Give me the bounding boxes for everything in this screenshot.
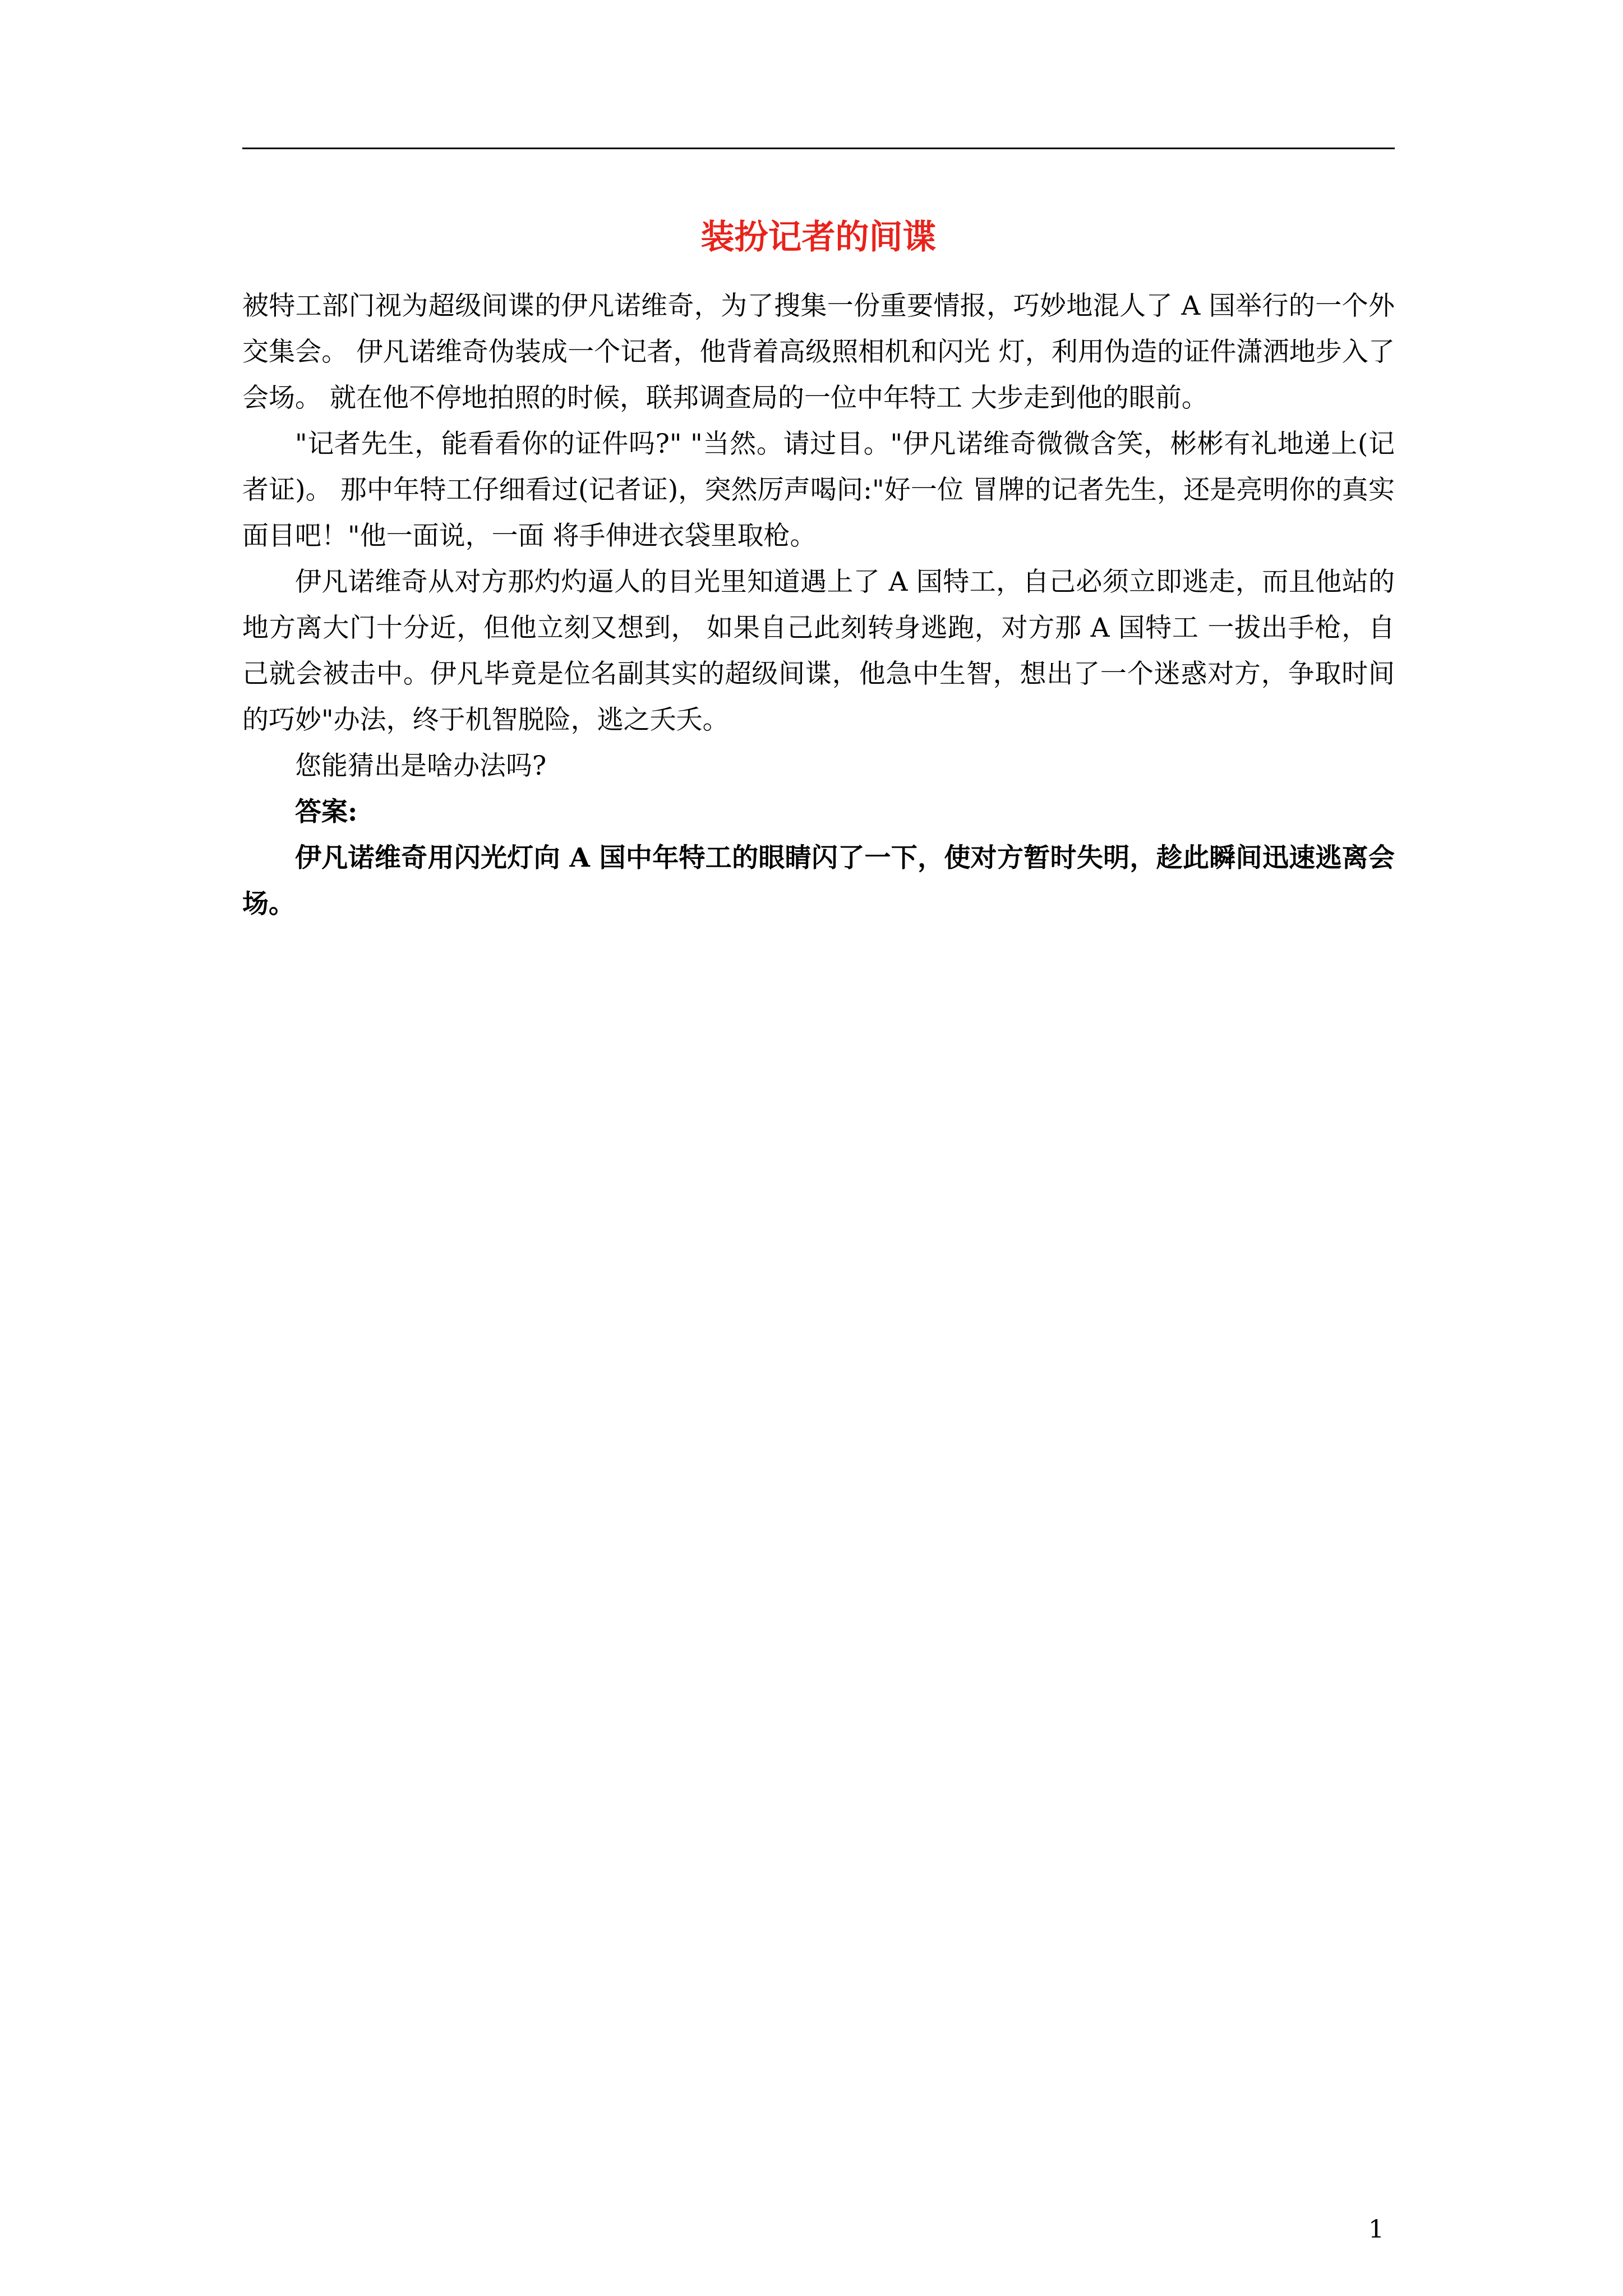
answer-text: 伊凡诺维奇用闪光灯向 A 国中年特工的眼睛闪了一下，使对方暂时失明，趁此瞬间迅速逃离会场。: [242, 843, 1395, 919]
document-body: [242, 283, 1395, 927]
header-rule: [242, 148, 1395, 149]
document-title: 装扮记者的间谍: [700, 218, 937, 257]
paragraph-2: "记者先生，能看看你的证件吗?" "当然。请过目。"伊凡诺维奇微微含笑，彬彬有礼地递上(记者证)。 那中年特工仔细看过(记者证)，突然厉声喝问:"好一位 冒牌的记者先生，还是亮明你的真实面目吧！"他一面说，一面 将手伸进衣袋里取枪。: [242, 429, 1395, 551]
page-number: 1: [1368, 2215, 1384, 2244]
answer-label: 答案:: [295, 797, 358, 827]
question-paragraph: 您能猜出是啥办法吗?: [295, 751, 547, 781]
paragraph-1: 被特工部门视为超级间谍的伊凡诺维奇，为了搜集一份重要情报，巧妙地混人了 A 国举行的一个外交集会。 伊凡诺维奇伪装成一个记者，他背着高级照相机和闪光 灯，利用伪造的证件潇洒地步入了会场。 就在他不停地拍照的时候，联邦调查局的一位中年特工 大步走到他的眼前。: [242, 291, 1395, 413]
paragraph-3: 伊凡诺维奇从对方那灼灼逼人的目光里知道遇上了 A 国特工，自己必须立即逃走，而且他站的地方离大门十分近，但他立刻又想到， 如果自己此刻转身逃跑，对方那 A 国特工 一拔出手枪，自己就会被击中。伊凡毕竟是位名副其实的超级间谍，他急中生智，想出了一个迷惑对方，争取时间的巧妙"办法，终于机智脱险，逃之夭夭。: [242, 567, 1395, 735]
